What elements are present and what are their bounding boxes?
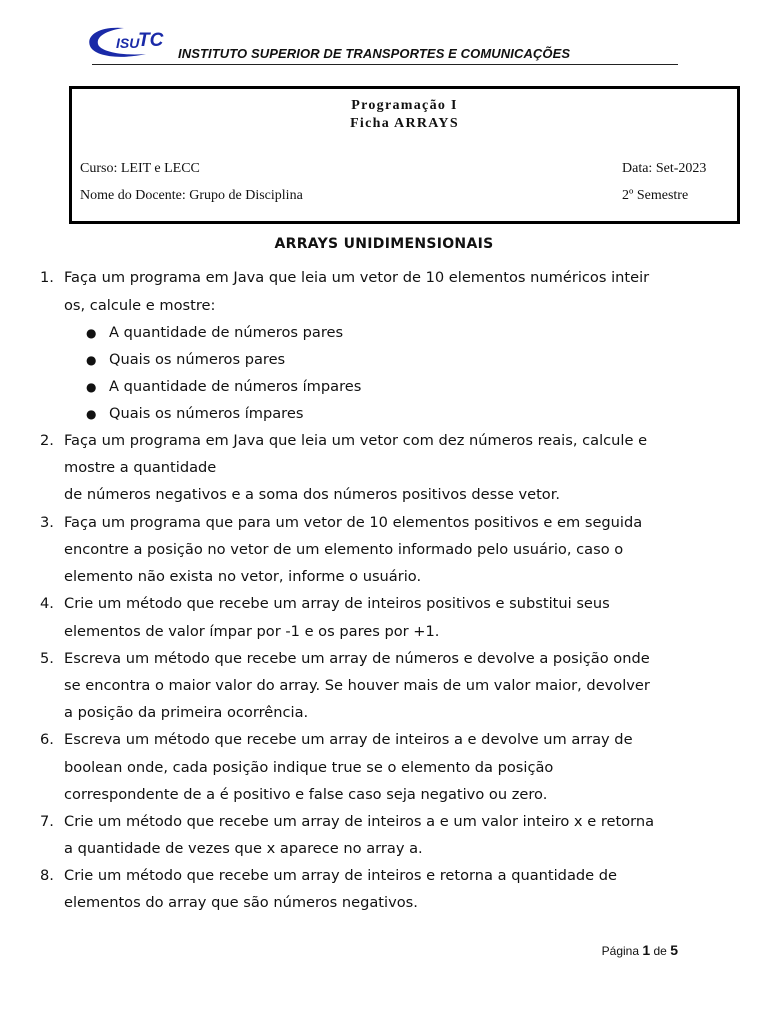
current-page-number: 1: [642, 942, 651, 958]
course-field: Curso: LEIT e LECC: [80, 161, 200, 176]
teacher-field: Nome do Docente: Grupo de Disciplina: [80, 188, 303, 203]
exercise-text-line: boolean onde, cada posição indique true se o elemento da posição: [64, 759, 554, 776]
exercise-text-line: encontre a posição no vetor de um elemento informado pelo usuário, caso o: [64, 541, 624, 558]
exercise-number: 3.: [40, 514, 54, 531]
exercise-text-line: a quantidade de vezes que x aparece no array a.: [64, 840, 423, 857]
exercise-text-line: Crie um método que recebe um array de inteiros e retorna a quantidade de: [64, 867, 618, 884]
bullet-icon: ●: [86, 407, 97, 421]
bullet-item: A quantidade de números ímpares: [109, 378, 362, 395]
course-subject: Programação I: [351, 98, 458, 113]
bullet-icon: ●: [86, 353, 97, 367]
total-pages-number: 5: [670, 942, 678, 958]
document-header: [84, 20, 678, 66]
exercise-text-line: elementos do array que são números negativos.: [64, 894, 418, 911]
exercise-text-line: a posição da primeira ocorrência.: [64, 704, 309, 721]
logo-text-isu: ISU: [116, 35, 140, 51]
exercise-number: 4.: [40, 595, 54, 612]
exercise-text-line: os, calcule e mostre:: [64, 297, 216, 314]
institution-name: INSTITUTO SUPERIOR DE TRANSPORTES E COMUNICAÇÕES: [178, 46, 571, 61]
exercise-text-line: elementos de valor ímpar por -1 e os pares por +1.: [64, 623, 440, 640]
bullet-item: A quantidade de números pares: [109, 324, 344, 341]
exercise-number: 7.: [40, 813, 54, 830]
bullet-item: Quais os números ímpares: [109, 405, 304, 422]
exercise-number: 5.: [40, 650, 54, 667]
exercise-text-line: Escreva um método que recebe um array de números e devolve a posição onde: [64, 650, 650, 667]
exercise-text-line: Escreva um método que recebe um array de inteiros a e devolve um array de: [64, 731, 633, 748]
exercise-text-line: mostre a quantidade: [64, 459, 217, 476]
page-word: Página: [601, 944, 640, 958]
isutc-logo: [84, 22, 176, 66]
worksheet-title: Ficha ARRAYS: [350, 116, 459, 131]
header-divider: [92, 64, 678, 65]
page-number-footer: [602, 942, 678, 958]
exercise-text-line: de números negativos e a soma dos números positivos desse vetor.: [64, 486, 561, 503]
section-title: ARRAYS UNIDIMENSIONAIS: [274, 236, 494, 252]
exercise-text-line: Crie um método que recebe um array de inteiros positivos e substitui seus: [64, 595, 610, 612]
logo-text-tc: TC: [138, 30, 164, 51]
course-info-box: [69, 86, 740, 224]
exercise-number: 1.: [40, 269, 54, 286]
of-word: de: [653, 944, 667, 958]
semester-field: 2º Semestre: [622, 188, 689, 203]
exercise-text-line: Crie um método que recebe um array de inteiros a e um valor inteiro x e retorna: [64, 813, 655, 830]
exercise-text-line: elemento não exista no vetor, informe o usuário.: [64, 568, 422, 585]
exercise-text-line: Faça um programa que para um vetor de 10 elementos positivos e em seguida: [64, 514, 643, 531]
bullet-icon: ●: [86, 326, 97, 340]
exercise-text-line: Faça um programa em Java que leia um vetor com dez números reais, calcule e: [64, 432, 648, 449]
exercise-number: 6.: [40, 731, 54, 748]
exercise-text-line: se encontra o maior valor do array. Se houver mais de um valor maior, devolver: [64, 677, 650, 694]
exercise-number: 8.: [40, 867, 54, 884]
exercise-number: 2.: [40, 432, 54, 449]
bullet-icon: ●: [86, 380, 97, 394]
exercise-text-line: correspondente de a é positivo e false caso seja negativo ou zero.: [64, 786, 548, 803]
date-field: Data: Set-2023: [622, 161, 707, 176]
exercise-text-line: Faça um programa em Java que leia um vetor de 10 elementos numéricos inteir: [64, 269, 650, 286]
bullet-item: Quais os números pares: [109, 351, 286, 368]
